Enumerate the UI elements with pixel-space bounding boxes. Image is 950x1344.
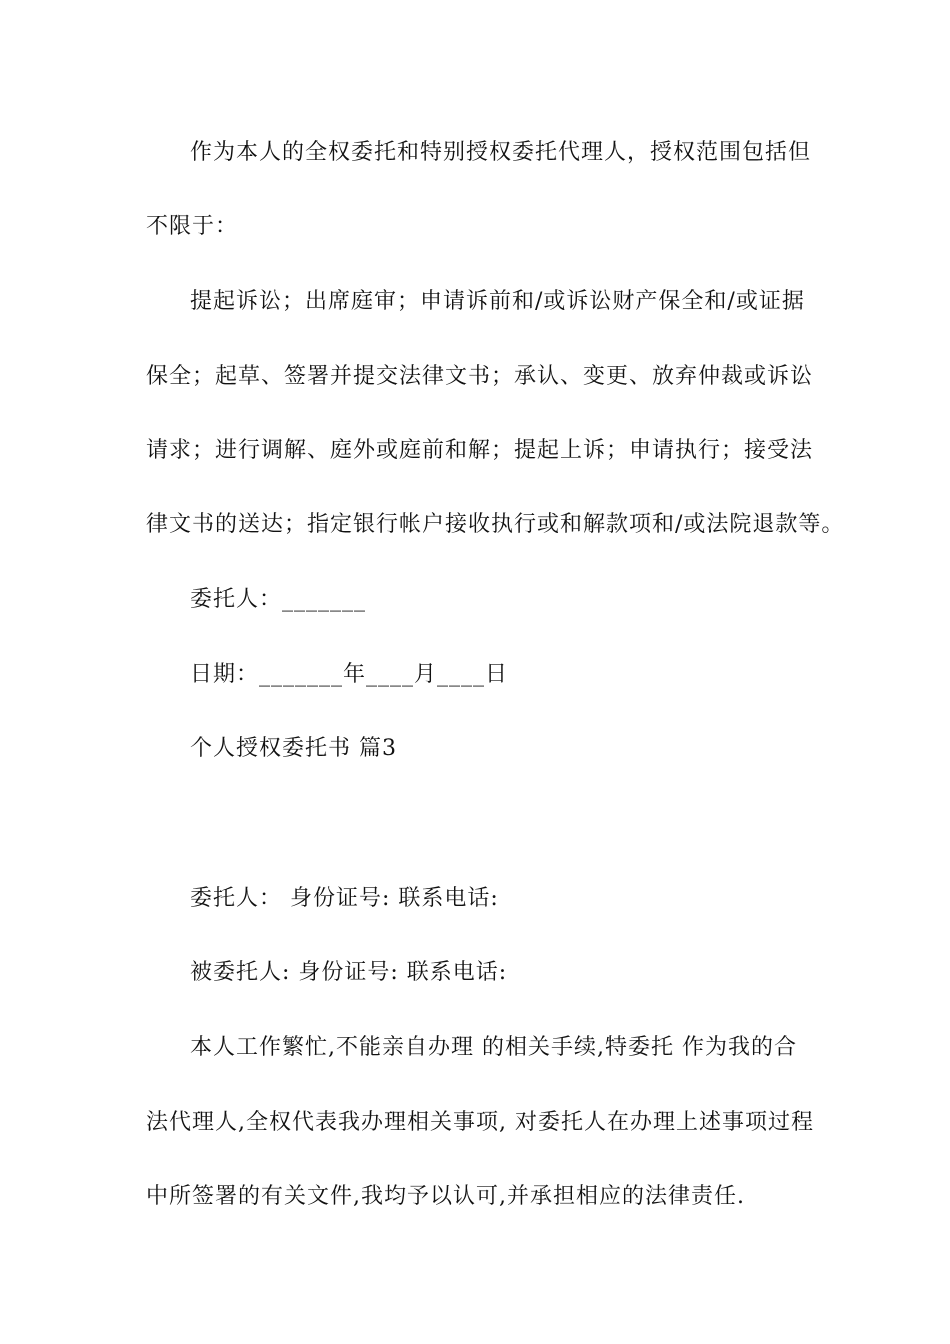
section-title: 个人授权委托书 篇3 xyxy=(190,736,397,761)
date-line: 日期：_______年____月____日 xyxy=(190,662,509,687)
authorization-items-line-3: 请求；进行调解、庭外或庭前和解；提起上诉；申请执行；接受法 xyxy=(146,438,814,463)
body-paragraph-line-1: 本人工作繁忙,不能亲自办理 的相关手续,特委托 作为我的合 xyxy=(190,1035,797,1060)
authorization-items-line-4: 律文书的送达；指定银行帐户接收执行或和解款项和/或法院退款等。 xyxy=(146,512,845,537)
principal-signature-line: 委托人：_______ xyxy=(190,587,367,612)
authorization-items-line-1: 提起诉讼；出席庭审；申请诉前和/或诉讼财产保全和/或证据 xyxy=(190,289,805,314)
body-paragraph-line-2: 法代理人,全权代表我办理相关事项, 对委托人在办理上述事项过程 xyxy=(146,1110,814,1135)
principal-info-line: 委托人： 身份证号: 联系电话: xyxy=(190,886,499,911)
authorization-scope-intro-cont: 不限于： xyxy=(146,214,239,239)
authorization-items-line-2: 保全；起草、签署并提交法律文书；承认、变更、放弃仲裁或诉讼 xyxy=(146,364,814,389)
authorization-scope-intro: 作为本人的全权委托和特别授权委托代理人，授权范围包括但 xyxy=(190,140,812,165)
body-paragraph-line-3: 中所签署的有关文件,我均予以认可,并承担相应的法律责任. xyxy=(146,1184,745,1209)
agent-info-line: 被委托人: 身份证号: 联系电话: xyxy=(190,960,508,985)
